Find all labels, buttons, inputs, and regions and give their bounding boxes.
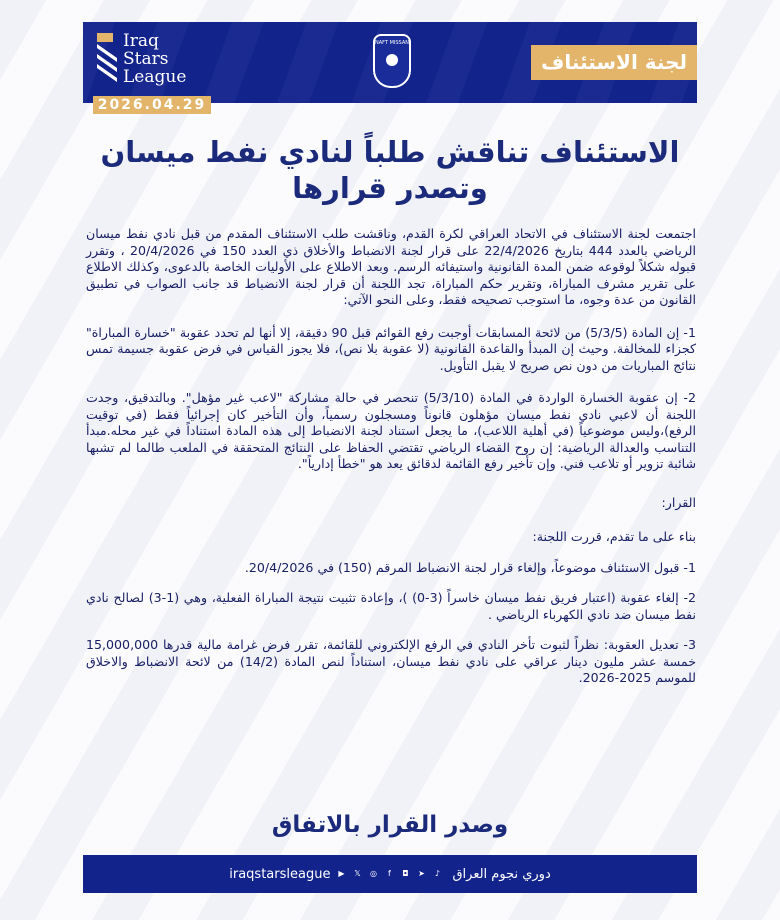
paragraph-intro: اجتمعت لجنة الاستئناف في الاتحاد العراقي لكرة القدم، وناقشت طلب الاستئناف المقدم من قبل نادي نفط ميسان الرياضي بالعدد 444 بتاريخ 22/4/2026 على قرار لجنة الانضباط والأخلاق ذي العدد 150 في 20/4/2026 ، وتقرر قبوله شكلاً لوقوعه ضمن المدة القانونية واستيفائه الرسم. وبعد الاطلاع على الأوليات الخاصة بالدعوى، وكذلك الاطلاع على تقرير مشرف المباراة، وتقرير حكم المباراة، تجد اللجنة أن قرار لجنة الانضباط قد جانب الصواب في تطبيق القانون من عدة وجوه، ما استوجب تصحيحه فقط، وعلى النحو الآتي: xyxy=(86,226,696,307)
x-icon[interactable]: 𝕏 xyxy=(354,869,361,878)
footer-league-name: دوري نجوم العراق xyxy=(452,866,551,882)
logo-line: Iraq xyxy=(123,31,159,51)
logo-line: League xyxy=(123,67,187,87)
page-title: الاستئناف تناقش طلباً لنادي نفط ميسان وتصدر قرارها xyxy=(100,135,680,205)
tiktok-icon[interactable]: ♪ xyxy=(434,869,440,878)
date-badge: 2026.04.29 xyxy=(93,96,211,114)
facebook-icon[interactable]: f xyxy=(388,869,391,878)
league-logo xyxy=(97,32,186,86)
logo-line: Stars xyxy=(123,49,169,69)
telegram-icon[interactable]: ➤ xyxy=(418,869,425,878)
paragraph-point-1: 1- إن المادة (5/3/5) من لائحة المسابقات أوجبت رفع القوائم قبل 90 دقيقة، إلا أنها لم تحدد عقوبة "خسارة المباراة" كجزاء للمخالفة. وحيث إن المبدأ والقاعدة القانونية (لا عقوبة بلا نص)، فلا يجوز القياس في فرض عقوبة جسيمة تمس نتائج المباريات من دون نص صريح لا يقبل التأويل. xyxy=(86,324,696,373)
decision-intro: بناء على ما تقدم، قررت اللجنة: xyxy=(532,529,696,544)
league-logo-mark xyxy=(97,33,119,85)
club-crest xyxy=(373,34,411,88)
closing-statement: وصدر القرار بالاتفاق xyxy=(271,812,509,838)
crest-text: NAFT MISSAN xyxy=(375,40,409,46)
decision-item-1: 1- قبول الاستئناف موضوعاً، وإلغاء قرار لجنة الانضباط المرقم (150) في 20/4/2026. xyxy=(244,559,696,575)
instagram-icon[interactable]: ◘ xyxy=(402,869,409,878)
footer-handle[interactable]: iraqstarsleague xyxy=(229,866,331,882)
article-body xyxy=(86,226,696,697)
paragraph-point-2: 2- إن عقوبة الخسارة الواردة في المادة (5/3/10) تنحصر في حالة مشاركة "لاعب غير مؤهل". وبالتدقيق، وجدت اللجنة أن لاعبي نادي نفط ميسان مؤهلون قانوناً ومسجلون رسمياً، وأن التأخير كان إجرائياً فقط (في توقيت الرفع)،وليس موضوعياً (في أهلية اللاعب)، ما يجعل استناد لجنة الانضباط إلى هذه المادة استناداً في غير محله.مبدأ التناسب والعدالة الرياضية: إن روح القضاء الرياضي تقتضي الحفاظ على النتائج المتحققة في الملعب طالما لم تشبها شائبة تزوير أو تلاعب فني. وإن تأخير رفع القائمة لدقائق يعد هو "خطأ إدارياً". xyxy=(86,390,696,471)
decision-item-3: 3- تعديل العقوبة: نظراً لثبوت تأخر النادي في الرفع الإلكتروني للقائمة، تقرر فرض غرامة مالية قدرها 15,000,000 خمسة عشر مليون دينار عراقي على نادي نفط ميسان، استناداً لنص المادة (14/2) من لائحة الانضباط والاخلاق للموسم 2025-2026. xyxy=(86,637,696,685)
decision-heading: القرار: xyxy=(661,494,696,510)
youtube-icon[interactable]: ▶ xyxy=(338,869,345,878)
whatsapp-icon[interactable]: ◎ xyxy=(369,869,377,878)
footer-bar xyxy=(83,855,697,893)
committee-label: لجنة الاستئناف xyxy=(531,45,697,80)
decision-item-2: 2- إلغاء عقوبة (اعتبار فريق نفط ميسان خاسراً (3-0) )، وإعادة تثبيت نتيجة المباراة الفعلية، وهي (1-3) لصالح نادي نفط ميسان ضد نادي الكهرباء الرياضي . xyxy=(86,590,696,622)
